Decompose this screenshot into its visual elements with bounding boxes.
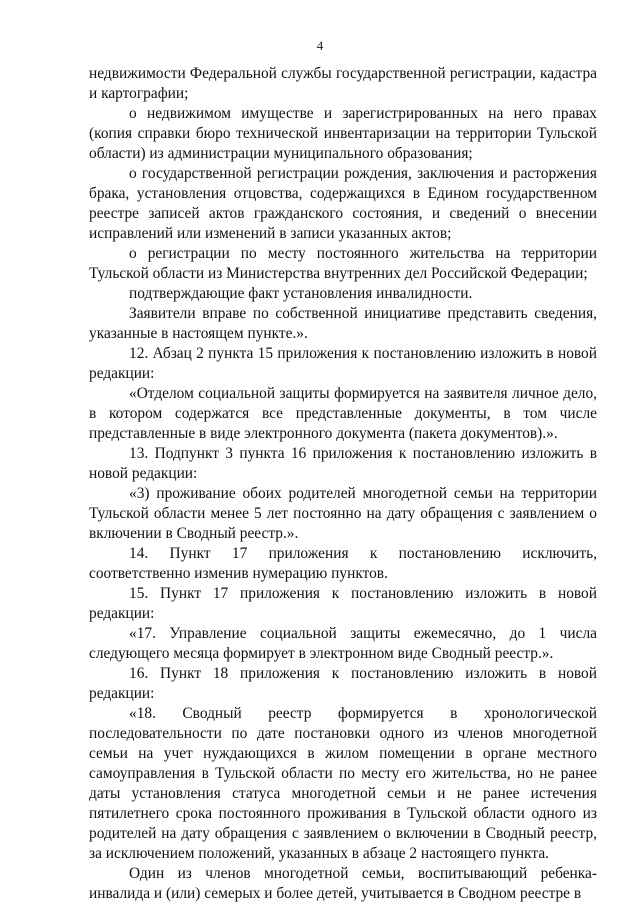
document-body [89, 64, 597, 904]
paragraph: «3) проживание обоих родителей многодетной семьи на территории Тульской области менее 5 лет постоянно на дату обращения с заявлением о включении в Сводный реестр.». [89, 485, 597, 542]
paragraph: Заявители вправе по собственной инициативе представить сведения, указанные в настоящем пункте.». [89, 305, 597, 342]
paragraph: 12. Абзац 2 пункта 15 приложения к постановлению изложить в новой редакции: [89, 345, 597, 382]
paragraph: о государственной регистрации рождения, заключения и расторжения брака, установления отцовства, содержащихся в Едином государственном реестре записей актов гражданского состояния, и сведений о внесении исправлений или изменений в записи указанных актов; [89, 165, 597, 242]
paragraph: 15. Пункт 17 приложения к постановлению изложить в новой редакции: [89, 585, 597, 622]
paragraph: недвижимости Федеральной службы государственной регистрации, кадастра и картографии; [89, 65, 597, 102]
paragraph: подтверждающие факт установления инвалидности. [129, 285, 473, 302]
paragraph: «Отделом социальной защиты формируется на заявителя личное дело, в котором содержатся все представленные документы, в том числе представленные в виде электронного документа (пакета документов).». [89, 385, 597, 442]
paragraph: 13. Подпункт 3 пункта 16 приложения к постановлению изложить в новой редакции: [89, 445, 597, 482]
paragraph: «18. Сводный реестр формируется в хронологической последовательности по дате постановки одного из членов многодетной семьи на учет нуждающихся в жилом помещении в органе местного самоуправления в Тульской области по месту его жительства, но не ранее даты установления статуса многодетной семьи и не ранее истечения пятилетнего срока постоянного проживания в Тульской области одного из родителей на дату обращения с заявлением о включении в Сводный реестр, за исключением положений, указанных в абзаце 2 настоящего пункта. [89, 705, 597, 862]
paragraph: Один из членов многодетной семьи, воспитывающий ребенка-инвалида и (или) семерых и более детей, учитывается в Сводном реестре в [89, 865, 597, 902]
paragraph: о недвижимом имуществе и зарегистрированных на него правах (копия справки бюро технической инвентаризации на территории Тульской области) из администрации муниципального образования; [89, 105, 597, 162]
paragraph: 14. Пункт 17 приложения к постановлению исключить, соответственно изменив нумерацию пунктов. [89, 545, 597, 582]
paragraph: 16. Пункт 18 приложения к постановлению изложить в новой редакции: [89, 665, 597, 702]
paragraph: «17. Управление социальной защиты ежемесячно, до 1 числа следующего месяца формирует в электронном виде Сводный реестр.». [89, 625, 597, 662]
page-number: 4 [316, 38, 324, 53]
paragraph: о регистрации по месту постоянного жительства на территории Тульской области из Министерства внутренних дел Российской Федерации; [89, 245, 597, 282]
